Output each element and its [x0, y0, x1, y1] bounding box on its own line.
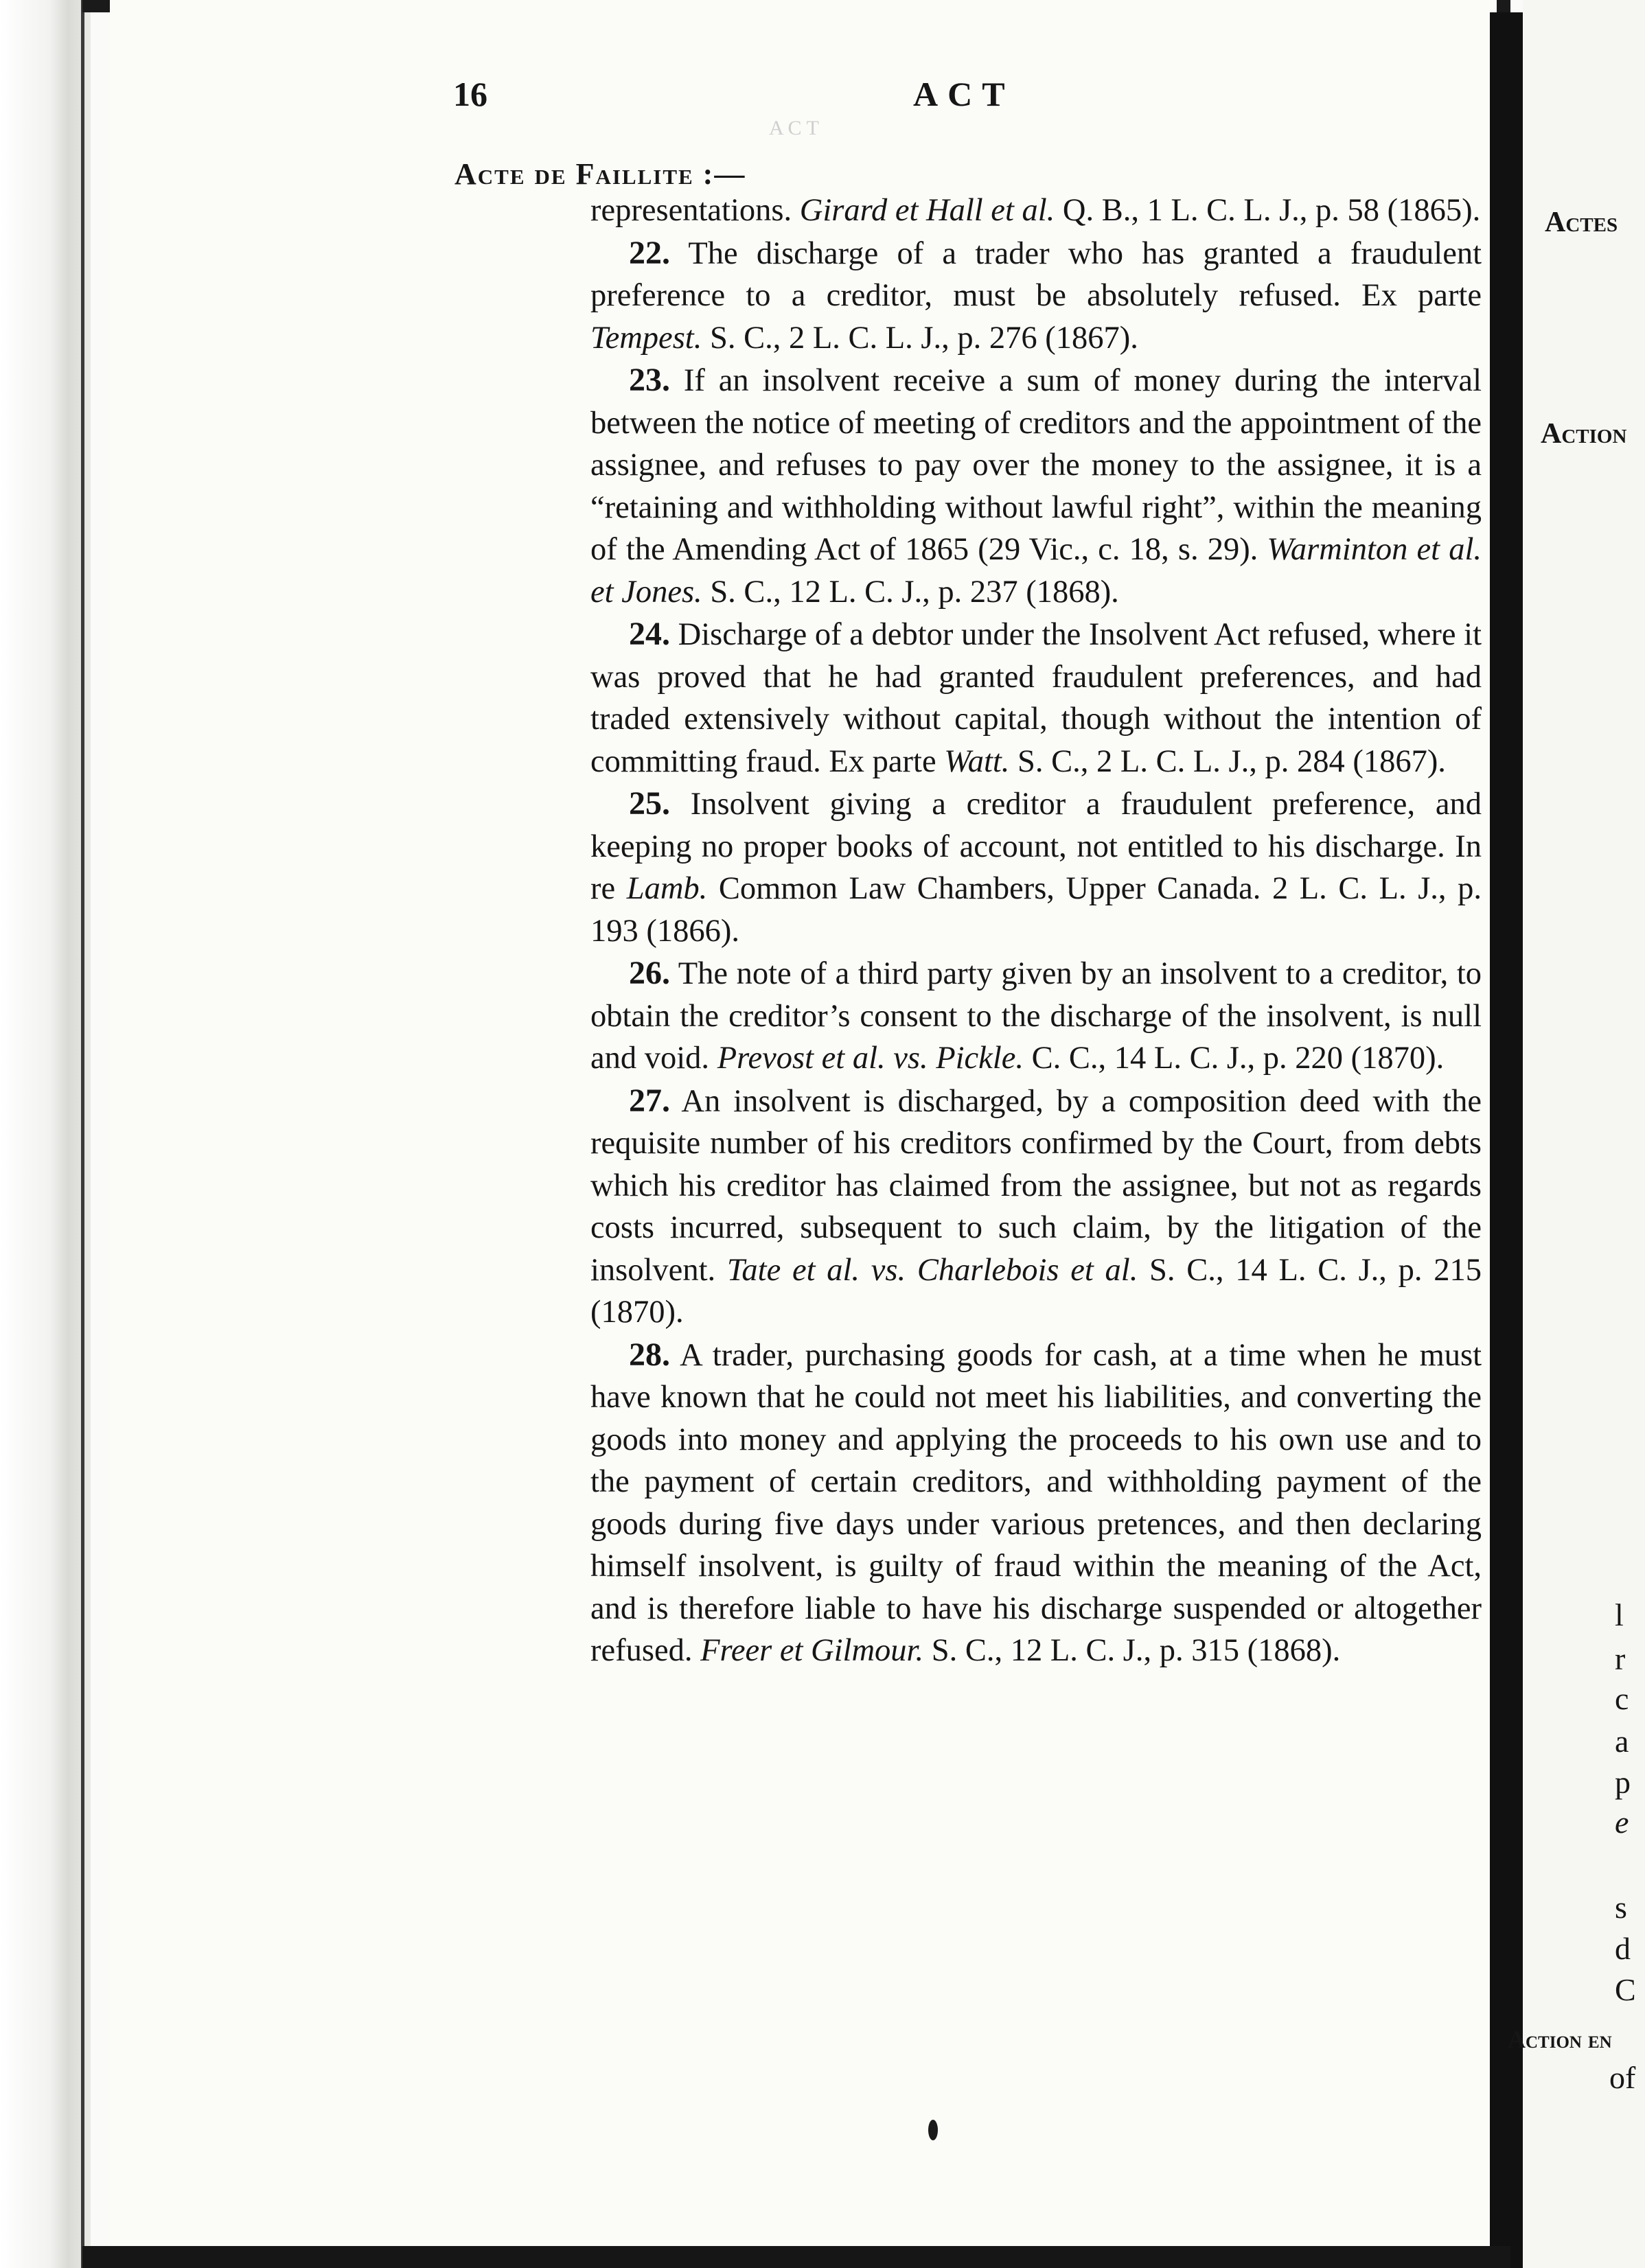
facing-fragment: C — [1615, 1972, 1636, 2007]
entry-number: 24. — [629, 616, 670, 652]
running-head: ACT — [913, 75, 1015, 113]
entry-reference: S. C., 2 L. C. L. J., p. 284 (1867). — [1009, 743, 1446, 779]
facing-fragment: c — [1615, 1681, 1629, 1716]
facing-fragment: p — [1615, 1765, 1631, 1800]
case-citation: Girard et Hall et al. — [799, 193, 1055, 228]
entry-number: 22. — [629, 234, 670, 271]
facing-page — [1523, 0, 1645, 2268]
facing-fragment: s — [1615, 1890, 1627, 1925]
entry-text: If an insolvent receive a sum of money during the interval between the notice of meeting of creditors and the appointment of the assignee, and refuses to pay over the money to the assignee, it is a “retaining and withholding without lawful right”, within the meaning of the Amending Act of 1865 (29 Vic., c. 18, s. 29). — [590, 363, 1482, 567]
case-citation: Lamb. — [626, 871, 708, 906]
page-body — [590, 189, 1482, 1672]
bleed-through-text: A C T — [769, 117, 819, 139]
book-gutter — [1490, 12, 1523, 2268]
case-citation: Tate et al. vs. Charlebois et al. — [726, 1252, 1138, 1288]
case-citation: Watt. — [944, 743, 1010, 779]
case-citation: Freer et Gilmour. — [700, 1633, 924, 1668]
entry-reference: Q. B., 1 L. C. L. J., p. 58 (1865). — [1055, 193, 1481, 228]
entry-reference: S. C., 14 L. C. J., p. 215 (1870). — [590, 1252, 1482, 1330]
facing-head-actes: Actes — [1545, 207, 1618, 238]
entry-number: 23. — [629, 362, 670, 398]
entry-reference: C. C., 14 L. C. J., p. 220 (1870). — [1024, 1041, 1445, 1076]
facing-fragment: of — [1609, 2060, 1636, 2095]
entry-23 — [590, 359, 1482, 613]
entry-reference: S. C., 12 L. C. J., p. 315 (1868). — [923, 1633, 1341, 1668]
facing-head-action-en: Action en — [1508, 2026, 1612, 2053]
facing-fragment: d — [1615, 1931, 1631, 1966]
entry-22 — [590, 232, 1482, 360]
entry-24 — [590, 613, 1482, 783]
facing-fragment: e — [1615, 1805, 1629, 1840]
entry-text: The note of a third party given by an insolvent to a creditor, to obtain the creditor’s consent to the discharge of the insolvent, is null and void. — [590, 956, 1482, 1076]
case-citation: Tempest. — [590, 320, 702, 356]
page-number: 16 — [453, 75, 487, 113]
entry-continuation — [590, 189, 1482, 232]
case-citation: Prevost et al. vs. Pickle. — [717, 1041, 1024, 1076]
entry-number: 28. — [629, 1336, 670, 1373]
facing-fragment: a — [1615, 1724, 1629, 1759]
entry-text: A trader, purchasing goods for cash, at a time when he must have known that he could not meet his liabilities, and converting the goods into money and applying the proceeds to his own use and to the payment of certain creditors, and withholding payment of the goods during five days under various pretences, and then declaring himself insolvent, is guilty of fraud within the meaning of the Act, and is therefore liable to have his discharge suspended or altogether refused. — [590, 1337, 1482, 1668]
section-heading: Acte de Faillite :— — [455, 157, 746, 191]
page-edge-line — [81, 0, 84, 2268]
entry-text: Insolvent giving a creditor a fraudulent preference, and keeping no proper books of account, not entitled to his discharge. In re — [590, 787, 1482, 906]
entry-25 — [590, 783, 1482, 952]
facing-fragment: r — [1615, 1641, 1626, 1676]
entry-28 — [590, 1334, 1482, 1672]
entry-text: Discharge of a debtor under the Insolvent Act refused, where it was proved that he had granted fraudulent preferences, and had traded extensively without capital, though without the intention of committing fraud. Ex parte — [590, 617, 1482, 779]
scan-bottom-border — [82, 2246, 1510, 2268]
entry-reference: Common Law Chambers, Upper Canada. 2 L. C. L. J., p. 193 (1866). — [590, 871, 1482, 949]
entry-reference: S. C., 12 L. C. J., p. 237 (1868). — [702, 574, 1119, 610]
entry-27 — [590, 1080, 1482, 1334]
entry-number: 26. — [629, 955, 670, 991]
entry-number: 25. — [629, 785, 670, 822]
facing-fragment: l — [1615, 1597, 1624, 1632]
entry-text: An insolvent is discharged, by a composition deed with the requisite number of his creditors confirmed by the Court, from debts which his creditor has claimed from the assignee, but not as regards costs incurred, subsequent to such claim, by the litigation of the insolvent. — [590, 1083, 1482, 1288]
case-citation: Warminton et al. et Jones. — [590, 532, 1482, 610]
entry-text: representations. — [590, 193, 800, 228]
ink-blot — [928, 2120, 938, 2140]
entry-text: The discharge of a trader who has granted a fraudulent preference to a creditor, must be absolutely refused. Ex parte — [590, 235, 1482, 313]
facing-head-action: Action — [1541, 418, 1627, 450]
entry-26 — [590, 952, 1482, 1080]
entry-reference: S. C., 2 L. C. L. J., p. 276 (1867). — [702, 320, 1138, 356]
entry-number: 27. — [629, 1082, 670, 1119]
page-edge-shadow — [0, 0, 91, 2268]
